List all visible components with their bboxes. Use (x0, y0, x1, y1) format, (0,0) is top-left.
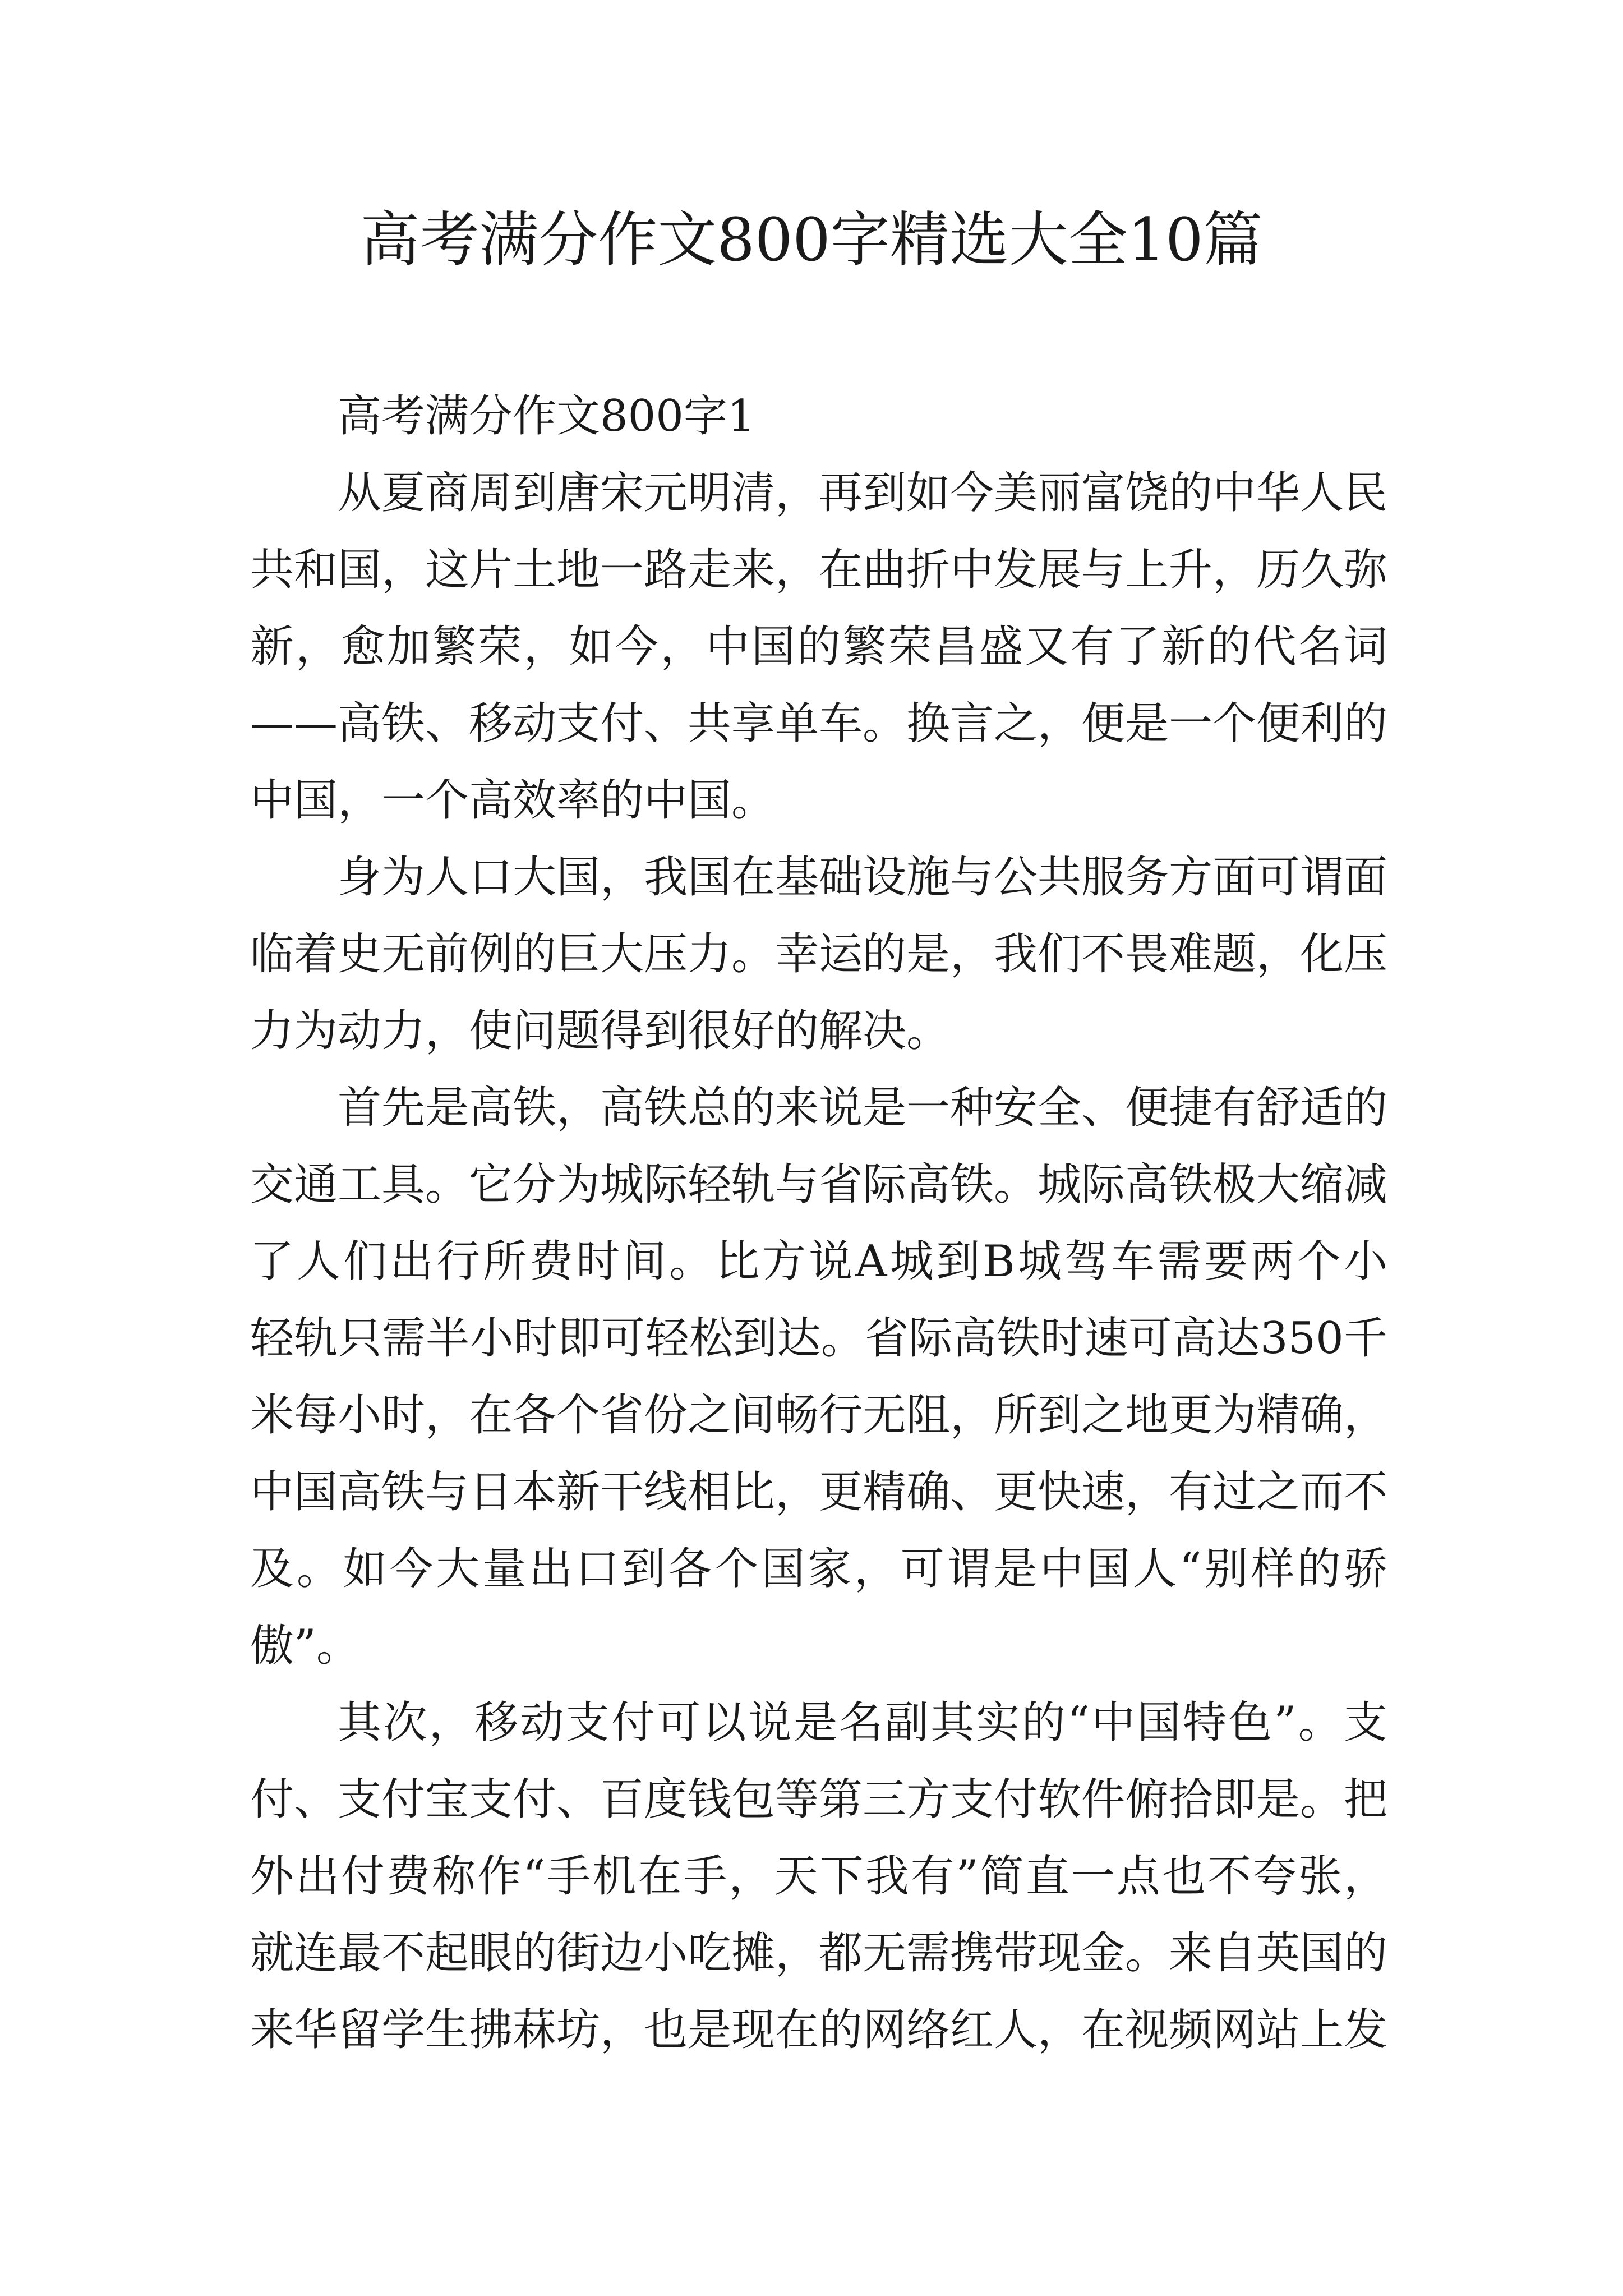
paragraph-line: 米每小时，在各个省份之间畅行无阻，所到之地更为精确， (250, 1390, 1387, 1441)
paragraph-line: 从夏商周到唐宋元明清，再到如今美丽富饶的中华人民 (338, 468, 1387, 518)
paragraph (250, 1070, 1387, 1685)
paragraph (250, 839, 1387, 1070)
paragraph-line: 其次，移动支付可以说是名副其实的“中国特色”。支 (338, 1697, 1387, 1748)
paragraph-line: 轻轨只需半小时即可轻松到达。省际高铁时速可高达350千 (250, 1313, 1387, 1364)
paragraph-line: 中国，一个高效率的中国。 (250, 775, 776, 826)
paragraph-line: 付、支付宝支付、百度钱包等第三方支付软件俯拾即是。把 (250, 1774, 1387, 1825)
paragraph-line: 来华留学生拂菻坊，也是现在的网络红人，在视频网站上发 (250, 2005, 1387, 2055)
section-heading: 高考满分作文800字1 (338, 391, 755, 441)
paragraph-line: 共和国，这片土地一路走来，在曲折中发展与上升，历久弥 (250, 545, 1387, 595)
paragraph-line: 外出付费称作“手机在手，天下我有”简直一点也不夸张， (250, 1851, 1387, 1902)
paragraph-line: 新，愈加繁荣，如今，中国的繁荣昌盛又有了新的代名词 (250, 622, 1387, 672)
paragraph-line: 了人们出行所费时间。比方说A城到B城驾车需要两个小 (250, 1236, 1387, 1287)
document-body (250, 378, 1387, 2069)
paragraph-line: 首先是高铁，高铁总的来说是一种安全、便捷有舒适的 (338, 1083, 1387, 1133)
paragraph-line: 就连最不起眼的街边小吃摊，都无需携带现金。来自英国的 (250, 1928, 1387, 1978)
paragraph-line: ——高铁、移动支付、共享单车。换言之，便是一个便利的 (250, 698, 1387, 749)
paragraph-line: 中国高铁与日本新干线相比，更精确、更快速，有过之而不 (250, 1467, 1387, 1517)
paragraph-line: 力为动力，使问题得到很好的解决。 (250, 1006, 951, 1056)
paragraph-line: 临着史无前例的巨大压力。幸运的是，我们不畏难题，化压 (250, 929, 1387, 979)
paragraph (250, 455, 1387, 839)
paragraph-line: 及。如今大量出口到各个国家，可谓是中国人“别样的骄 (250, 1544, 1387, 1594)
paragraph-line: 傲”。 (250, 1621, 360, 1671)
paragraph-line: 交通工具。它分为城际轻轨与省际高铁。城际高铁极大缩减 (250, 1159, 1387, 1210)
paragraph-line: 身为人口大国，我国在基础设施与公共服务方面可谓面 (338, 852, 1387, 903)
paragraph (250, 1685, 1387, 2069)
document-title: 高考满分作文800字精选大全10篇 (360, 205, 1263, 274)
